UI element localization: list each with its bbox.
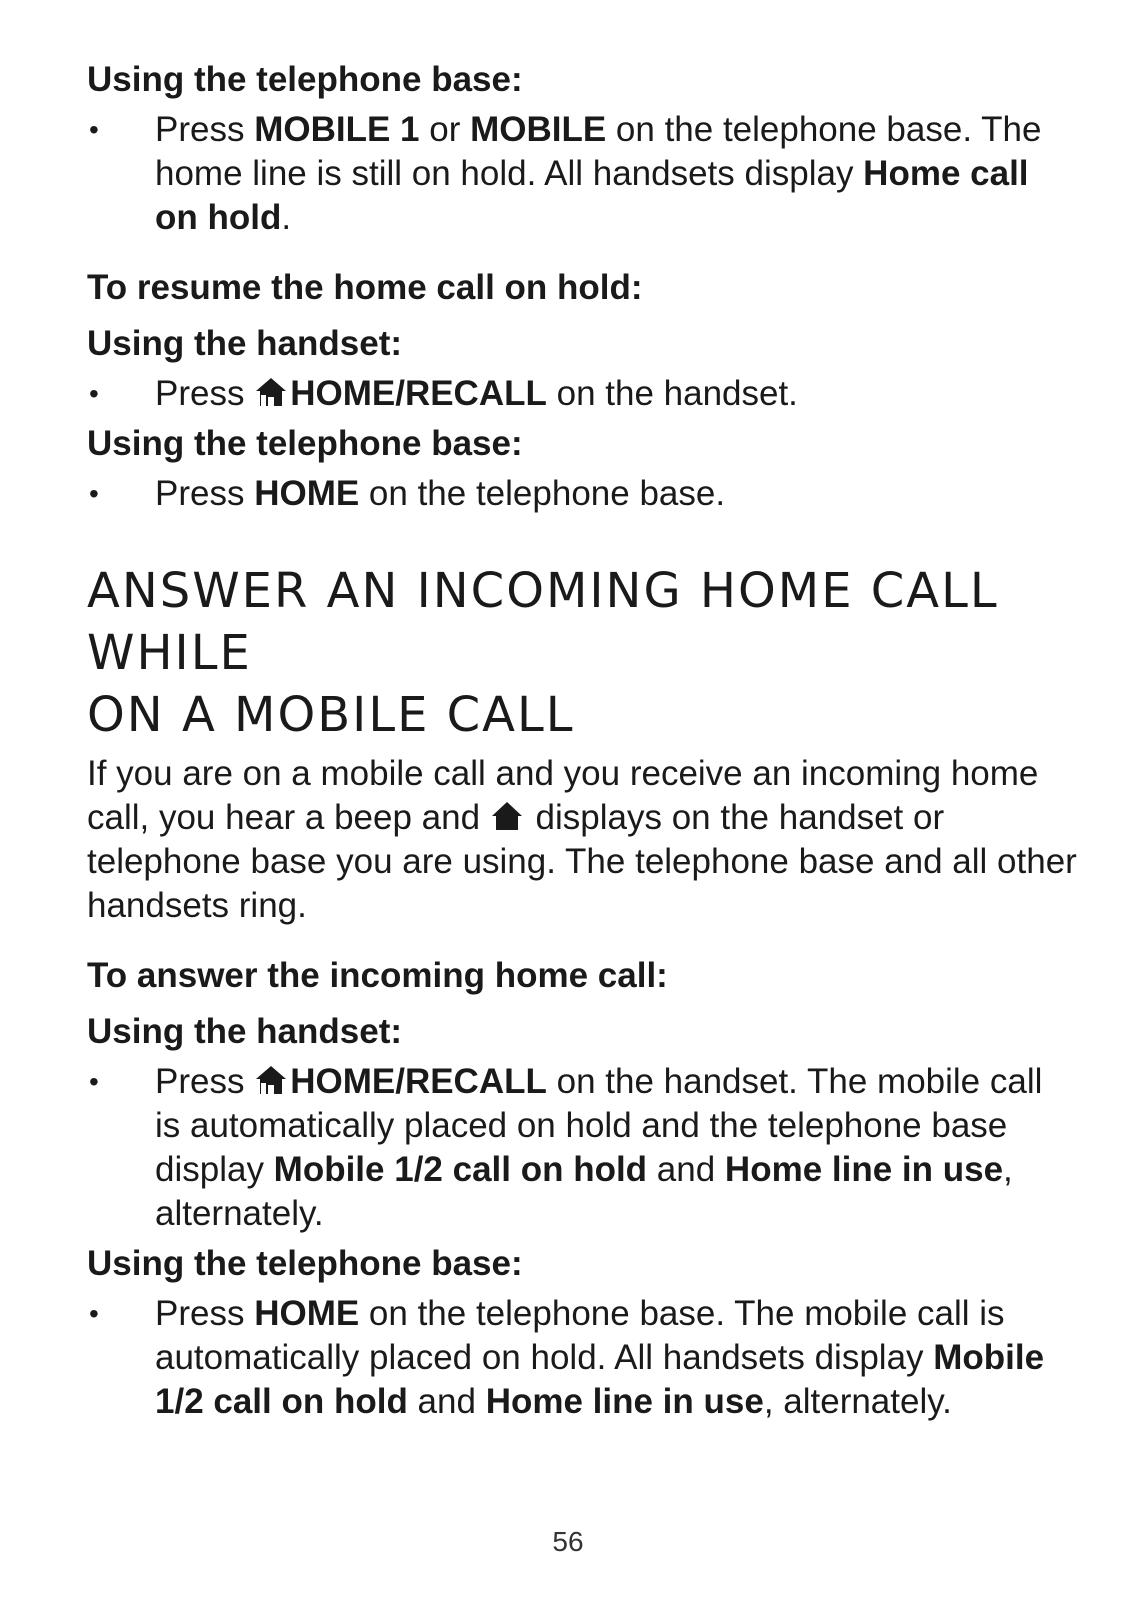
home-icon — [254, 1063, 288, 1097]
bullet-handset-resume — [87, 372, 1077, 416]
text: on the handset. — [546, 374, 798, 413]
text: on the telephone base. The home line is still on hold. All handsets display — [155, 110, 1042, 193]
subheading-telephone-base: Using the telephone base: — [87, 424, 523, 463]
text: . — [281, 198, 292, 237]
title-line-1: ANSWER AN INCOMING HOME CALL WHILE — [87, 563, 999, 681]
display-home-line-in-use: Home line in use — [724, 1150, 1004, 1189]
key-recall: RECALL — [404, 374, 547, 413]
text: Press — [155, 1294, 255, 1333]
bullet-dot: • — [89, 478, 99, 509]
home-icon — [490, 799, 524, 833]
display-mobile-call-on-hold: Mobile 1/2 call on hold — [273, 1150, 648, 1189]
text: on the telephone base. — [359, 474, 726, 513]
key-home: HOME — [254, 474, 360, 513]
key-mobile-1: MOBILE 1 — [254, 110, 420, 149]
text: on the telephone base. The mobile call is automatically placed on hold. All handsets display — [155, 1294, 1005, 1377]
intro-paragraph — [87, 752, 1077, 928]
page-content — [87, 52, 1077, 1424]
bullet-dot: • — [89, 378, 99, 409]
key-home: HOME — [254, 1294, 360, 1333]
key-home: HOME/ — [290, 1062, 405, 1101]
bullet-base-resume — [87, 472, 1077, 516]
text: , alternately. — [763, 1382, 952, 1421]
text: on the handset. The mobile call is automatically placed on hold and the telephone base display — [155, 1062, 1043, 1189]
text: Press — [155, 374, 255, 413]
text: Press — [155, 110, 255, 149]
text: and — [407, 1382, 486, 1421]
text: , alternately. — [155, 1150, 1013, 1233]
bullet-dot: • — [89, 114, 99, 145]
display-mobile-call-on-hold: Mobile 1/2 call on hold — [155, 1338, 1045, 1421]
text: or — [419, 110, 471, 149]
key-recall: RECALL — [404, 1062, 547, 1101]
section-title — [87, 560, 1077, 746]
subheading-handset: Using the handset: — [87, 324, 403, 363]
key-mobile: MOBILE — [470, 110, 607, 149]
bullet-base-answer — [87, 1292, 1077, 1424]
text: Press — [155, 474, 255, 513]
text: and — [647, 1150, 725, 1189]
key-home: HOME/ — [290, 374, 405, 413]
subheading-handset: Using the handset: — [87, 1012, 403, 1051]
subheading-telephone-base: Using the telephone base: — [87, 1244, 523, 1283]
subheading-resume: To resume the home call on hold: — [87, 268, 643, 307]
bullet-dot: • — [89, 1066, 99, 1097]
text: Press — [155, 1062, 255, 1101]
page-number: 56 — [552, 1526, 584, 1557]
bullet-dot: • — [89, 1298, 99, 1329]
subheading-answer: To answer the incoming home call: — [87, 956, 668, 995]
display-home-call-on-hold: Home call on hold — [155, 154, 1029, 237]
title-line-2: ON A MOBILE CALL — [87, 687, 575, 743]
text: If you are on a mobile call and you receive an incoming home call, you hear a beep and — [87, 754, 1039, 837]
home-icon — [254, 375, 288, 409]
text: displays on the handset or telephone base you are using. The telephone base and all other handsets ring. — [87, 798, 1077, 925]
bullet-mobile-press — [87, 108, 1077, 240]
display-home-line-in-use: Home line in use — [485, 1382, 764, 1421]
subheading-telephone-base: Using the telephone base: — [87, 60, 523, 99]
bullet-handset-answer — [87, 1060, 1077, 1236]
